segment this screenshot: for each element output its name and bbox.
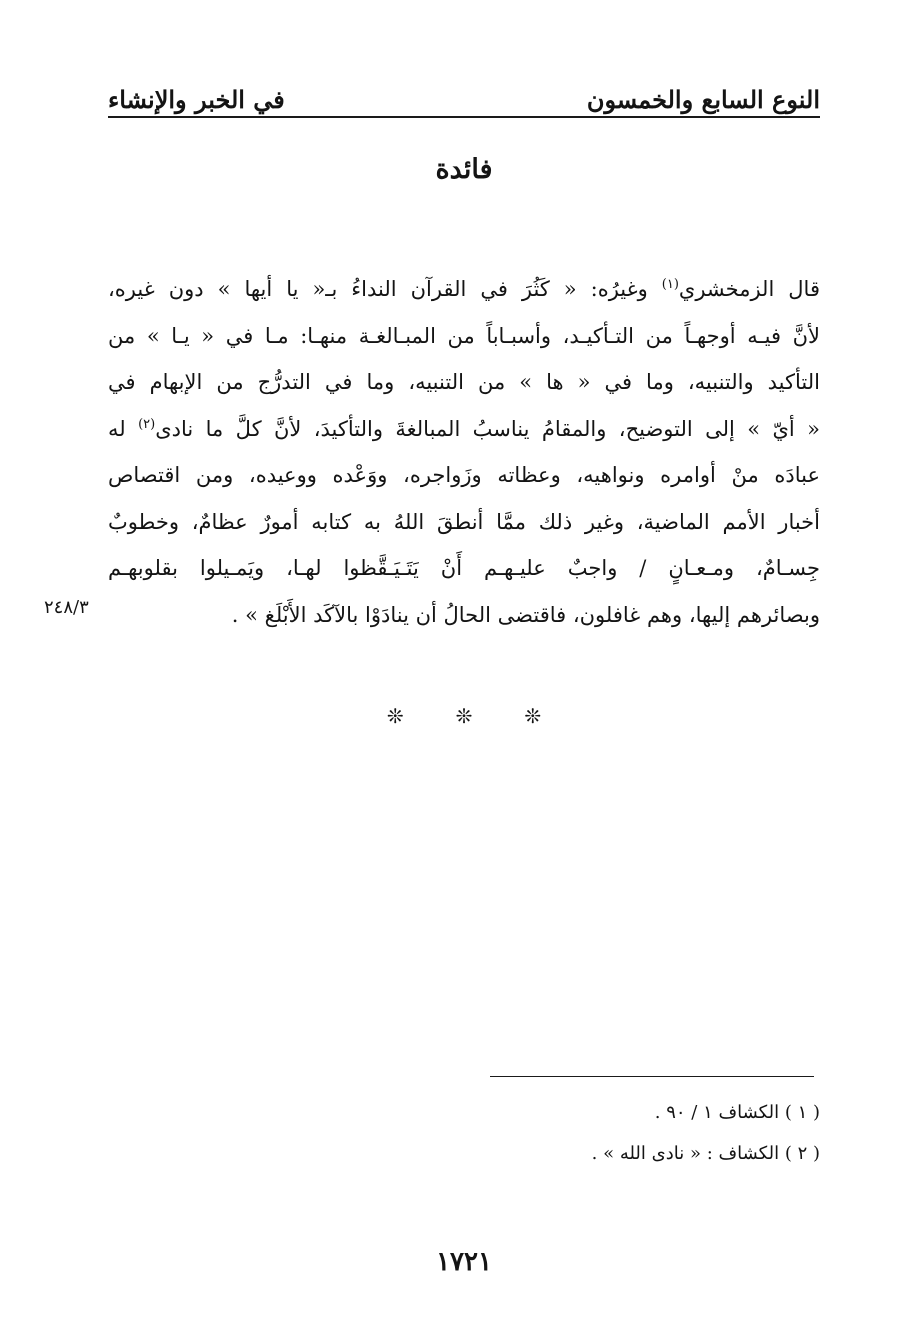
body-line-text: أخبار الأمم الماضية، وغير ذلك ممَّا أنطقَ اللهُ به كتابه أمورٌ عظامٌ، وخطوبٌ xyxy=(108,509,820,534)
body-line xyxy=(108,452,820,499)
body-line xyxy=(108,313,820,360)
body-line-tail: له xyxy=(108,416,139,441)
body-line xyxy=(108,266,820,313)
margin-reference: ٢٤٨/٣ xyxy=(44,597,89,618)
body-line-text: التأكيد والتنبيه، وما في « ها » من التنبيه، وما في التدرُّج من الإبهام في xyxy=(108,370,820,394)
footnote-ref: (٢) xyxy=(138,416,156,432)
body-line xyxy=(108,406,820,453)
body-line-text: قال الزمخشري xyxy=(678,277,820,301)
body-line-text: لأنَّ فيـه أوجهـاً من التـأكيـد، وأسبـاباً من المبـالغـة منهـا: مـا في « يـا » من xyxy=(108,323,820,348)
footnote-ref: (١) xyxy=(661,277,679,292)
topic-title: في الخبر والإنشاء xyxy=(108,85,285,114)
body-line-text: وبصائرهم إليها، وهم غافلون، فاقتضى الحالُ أن ينادَوْا بالآكَد الأَبْلَغ » . xyxy=(231,602,820,627)
body-line-text: جِسـامٌ، ومـعـانٍ / واجبٌ عليـهـم أَنْ يَتَـيَـقَّظوا لهـا، ويَمـيلوا بقلوبهـم xyxy=(108,556,820,580)
chapter-title: النوع السابع والخمسون xyxy=(586,85,820,114)
body-text xyxy=(108,266,820,638)
body-line-text: عبادَه منْ أوامره ونواهيه، وعظاته وزَواجره، ووَعْده ووعيده، ومن اقتصاص xyxy=(108,463,820,487)
section-separator: ❊❊❊ xyxy=(386,704,594,728)
section-title: فائدة xyxy=(435,154,493,185)
running-head xyxy=(108,72,820,118)
body-line xyxy=(108,499,820,546)
body-line-text: « أيّ » إلى التوضيح، والمقامُ يناسبُ المبالغةَ والتأكيدَ، لأنَّ كلَّ ما نادى xyxy=(155,416,820,441)
footnote: ( ٢ ) الكشاف : « نادى الله » . xyxy=(591,1143,820,1164)
header-rule xyxy=(108,116,820,118)
footnote: ( ١ ) الكشاف ١ / ٩٠ . xyxy=(654,1102,820,1123)
body-line-tail: وغيرُه: « كَثُرَ في القرآن النداءُ بـ« يا أيها » دون غيره، xyxy=(108,277,662,301)
body-line xyxy=(108,545,820,592)
footnotes xyxy=(108,1092,820,1174)
footnote-rule xyxy=(490,1076,814,1077)
body-line xyxy=(108,359,820,406)
body-line xyxy=(108,592,820,639)
page-number: ١٧٢١ xyxy=(436,1247,492,1277)
